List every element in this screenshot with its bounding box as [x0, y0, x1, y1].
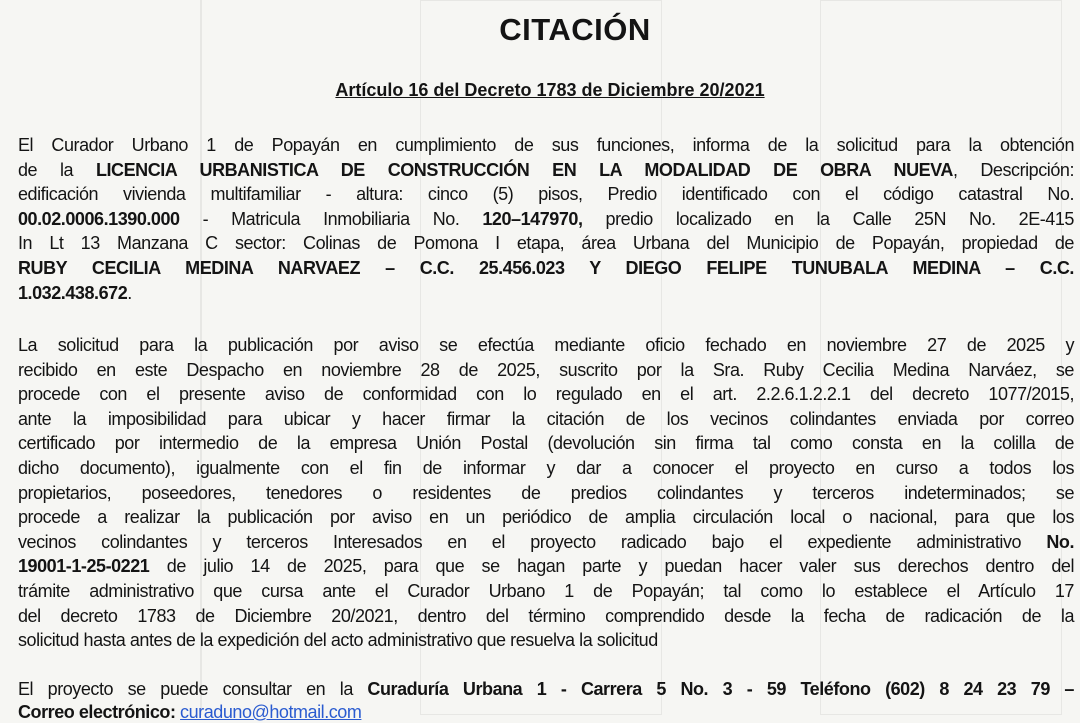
paragraph-1-line [18, 183, 1074, 205]
email-link[interactable]: curaduno@hotmail.com [180, 702, 362, 722]
paragraph-1-line [18, 232, 1074, 254]
text-segment: edificación vivienda multifamiliar - altura: cinco (5) pisos, Predio identificado con el código catastral No. [18, 184, 1074, 205]
text-segment: propietarios, poseedores, tenedores o residentes de predios colindantes y terceros indeterminados; se [18, 482, 1074, 503]
text-segment: Correo electrónico: [18, 702, 181, 722]
text-segment: certificado por intermedio de la empresa Unión Postal (devolución sin firma tal como consta en la colilla de [18, 433, 1074, 454]
document-subtitle: Artículo 16 del Decreto 1783 de Diciembre 20/2021 [335, 80, 765, 100]
paragraph-2-line [18, 359, 1074, 381]
text-segment: In Lt 13 Manzana C sector: Colinas de Pomona I etapa, área Urbana del Municipio de Popayán, propiedad de [18, 233, 1074, 254]
text-segment: RUBY CECILIA MEDINA NARVAEZ – C.C. 25.456.023 Y DIEGO FELIPE TUNUBALA MEDINA – C.C. [18, 258, 1074, 278]
paragraph-1-line [18, 282, 1074, 304]
paragraph-2-line [18, 383, 1074, 405]
paragraph-2-line [18, 457, 1074, 479]
text-segment: ante la imposibilidad para ubicar y hacer firmar la citación de los vecinos colindantes enviada por correo [18, 408, 1074, 429]
paragraph-2-line [18, 506, 1074, 528]
paragraph-1-line [18, 159, 1074, 181]
paragraph-2-line [18, 605, 1074, 627]
paragraph-1-line [18, 134, 1074, 156]
text-segment: Curaduría Urbana 1 - Carrera 5 No. 3 - 59 Teléfono (602) 8 24 23 79 – [367, 679, 1074, 699]
text-segment: 00.02.0006.1390.000 [18, 208, 180, 229]
text-segment: El Curador Urbano 1 de Popayán en cumplimiento de sus funciones, informa de la solicitud para la obtención [18, 135, 1074, 155]
text-segment: solicitud hasta antes de la expedición del acto administrativo que resuelva la solicitud [18, 630, 658, 651]
paragraph-2-line [18, 555, 1074, 577]
paragraph-2-line [18, 531, 1074, 553]
paragraph-2-line [18, 580, 1074, 602]
text-segment: trámite administrativo que cursa ante el Curador Urbano 1 de Popayán; tal como lo establece el Artículo 17 [18, 581, 1074, 601]
text-segment: del decreto 1783 de Diciembre 20/2021, dentro del término comprendido desde la fecha de radicación de la [18, 605, 1074, 626]
paragraph-1-line [18, 208, 1074, 230]
text-segment: No. [1046, 531, 1074, 552]
text-segment: vecinos colindantes y terceros Interesados en el proyecto radicado bajo el expediente administrativo [18, 531, 1047, 552]
paragraph-3-line [18, 701, 1074, 723]
text-segment: 120–147970, [482, 208, 583, 229]
text-segment: - Matricula Inmobiliaria No. [179, 208, 483, 229]
text-segment: recibido en este Despacho en noviembre 28 de 2025, suscrito por la Sra. Ruby Cecilia Medina Narváez, se [18, 359, 1074, 380]
text-segment: El proyecto se puede consultar en la [18, 679, 368, 699]
text-segment: procede con el presente aviso de conformidad con lo regulado en el art. 2.2.6.1.2.2.1 del decreto 1077/2015, [18, 384, 1074, 405]
paragraph-2-line [18, 432, 1074, 454]
paragraph-3-line [18, 678, 1074, 700]
text-segment: 1.032.438.672 [18, 282, 128, 303]
text-segment: predio localizado en la Calle 25N No. 2E-415 [582, 208, 1074, 229]
paragraph-2-line [18, 334, 1074, 356]
text-segment: de julio 14 de 2025, para que se hagan parte y puedan hacer valer sus derechos dentro del [149, 556, 1074, 577]
paragraph-2-line [18, 629, 1074, 651]
text-segment: , Descripción: [952, 159, 1074, 180]
text-segment: . [127, 282, 132, 303]
text-segment: LICENCIA URBANISTICA DE CONSTRUCCIÓN EN LA MODALIDAD DE OBRA NUEVA [95, 159, 953, 180]
document-title: CITACIÓN [499, 12, 651, 47]
paragraph-2-line [18, 482, 1074, 504]
paragraph-2-line [18, 408, 1074, 430]
text-segment: procede a realizar la publicación por aviso en un periódico de amplia circulación local o nacional, para que los [18, 507, 1074, 528]
text-segment: dicho documento), igualmente con el fin de informar y dar a conocer el proyecto en curso a todos los [18, 458, 1074, 478]
text-segment: de la [18, 159, 96, 180]
text-segment: La solicitud para la publicación por aviso se efectúa mediante oficio fechado en noviembre 27 de 2025 y [18, 335, 1074, 355]
text-segment: 19001-1-25-0221 [18, 556, 150, 577]
paragraph-1-line [18, 257, 1074, 279]
